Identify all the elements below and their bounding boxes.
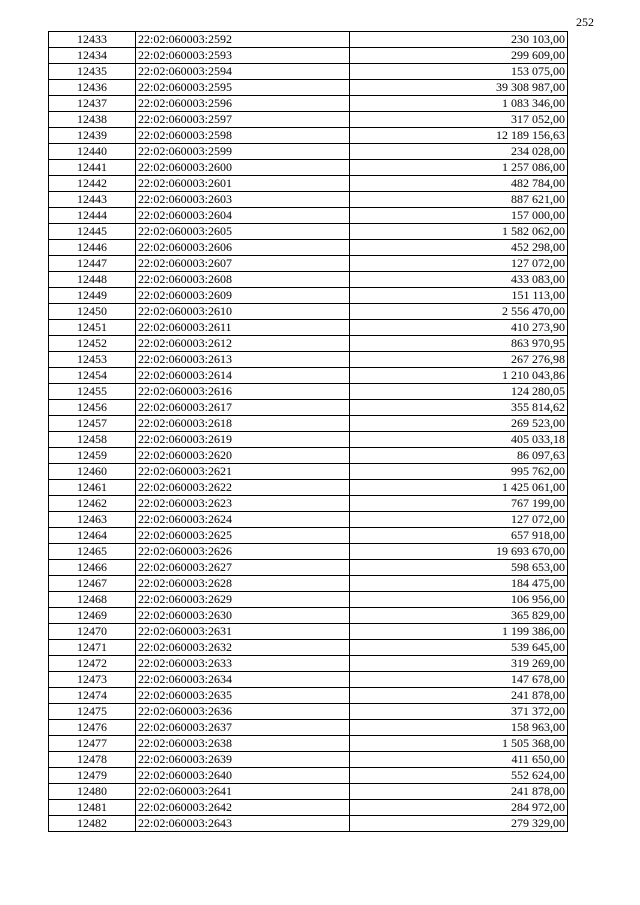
cadastral-number-cell: 22:02:060003:2597 <box>136 112 350 128</box>
table-row <box>49 32 568 48</box>
table-row <box>49 640 568 656</box>
row-number-cell: 12482 <box>49 816 136 832</box>
cadastral-value-cell: 106 956,00 <box>350 592 568 608</box>
cadastral-value-cell: 234 028,00 <box>350 144 568 160</box>
cadastral-value-cell: 241 878,00 <box>350 688 568 704</box>
cadastral-value-cell: 279 329,00 <box>350 816 568 832</box>
cadastral-value-cell: 355 814,62 <box>350 400 568 416</box>
table-row <box>49 224 568 240</box>
cadastral-number-cell: 22:02:060003:2621 <box>136 464 350 480</box>
cadastral-value-cell: 127 072,00 <box>350 256 568 272</box>
cadastral-value-cell: 657 918,00 <box>350 528 568 544</box>
table-row <box>49 736 568 752</box>
cadastral-number-cell: 22:02:060003:2626 <box>136 544 350 560</box>
table-row <box>49 464 568 480</box>
row-number-cell: 12471 <box>49 640 136 656</box>
cadastral-number-cell: 22:02:060003:2629 <box>136 592 350 608</box>
row-number-cell: 12464 <box>49 528 136 544</box>
cadastral-number-cell: 22:02:060003:2636 <box>136 704 350 720</box>
cadastral-value-cell: 284 972,00 <box>350 800 568 816</box>
cadastral-value-cell: 158 963,00 <box>350 720 568 736</box>
table-row <box>49 128 568 144</box>
cadastral-number-cell: 22:02:060003:2624 <box>136 512 350 528</box>
cadastral-number-cell: 22:02:060003:2641 <box>136 784 350 800</box>
cadastral-value-cell: 1 083 346,00 <box>350 96 568 112</box>
cadastral-number-cell: 22:02:060003:2595 <box>136 80 350 96</box>
cadastral-number-cell: 22:02:060003:2639 <box>136 752 350 768</box>
table-row <box>49 240 568 256</box>
cadastral-number-cell: 22:02:060003:2614 <box>136 368 350 384</box>
table-row <box>49 528 568 544</box>
row-number-cell: 12472 <box>49 656 136 672</box>
cadastral-value-cell: 598 653,00 <box>350 560 568 576</box>
table-row <box>49 704 568 720</box>
cadastral-value-cell: 317 052,00 <box>350 112 568 128</box>
table-row <box>49 160 568 176</box>
cadastral-value-cell: 1 505 368,00 <box>350 736 568 752</box>
table-row <box>49 560 568 576</box>
table-row <box>49 816 568 832</box>
cadastral-value-cell: 371 372,00 <box>350 704 568 720</box>
row-number-cell: 12458 <box>49 432 136 448</box>
table-row <box>49 800 568 816</box>
table-row <box>49 784 568 800</box>
cadastral-number-cell: 22:02:060003:2640 <box>136 768 350 784</box>
row-number-cell: 12467 <box>49 576 136 592</box>
table-row <box>49 576 568 592</box>
cadastral-value-cell: 157 000,00 <box>350 208 568 224</box>
cadastral-number-cell: 22:02:060003:2625 <box>136 528 350 544</box>
table-row <box>49 608 568 624</box>
cadastral-value-cell: 1 199 386,00 <box>350 624 568 640</box>
table-row <box>49 112 568 128</box>
cadastral-value-cell: 1 210 043,86 <box>350 368 568 384</box>
row-number-cell: 12469 <box>49 608 136 624</box>
table-row <box>49 368 568 384</box>
row-number-cell: 12449 <box>49 288 136 304</box>
table-row <box>49 768 568 784</box>
cadastral-number-cell: 22:02:060003:2607 <box>136 256 350 272</box>
row-number-cell: 12475 <box>49 704 136 720</box>
table-row <box>49 384 568 400</box>
table-row <box>49 256 568 272</box>
cadastral-number-cell: 22:02:060003:2594 <box>136 64 350 80</box>
table-row <box>49 544 568 560</box>
cadastral-number-cell: 22:02:060003:2628 <box>136 576 350 592</box>
table-row <box>49 64 568 80</box>
cadastral-value-cell: 127 072,00 <box>350 512 568 528</box>
table-row <box>49 208 568 224</box>
cadastral-value-cell: 184 475,00 <box>350 576 568 592</box>
row-number-cell: 12442 <box>49 176 136 192</box>
table-row <box>49 432 568 448</box>
cadastral-value-cell: 230 103,00 <box>350 32 568 48</box>
row-number-cell: 12462 <box>49 496 136 512</box>
table-row <box>49 720 568 736</box>
row-number-cell: 12445 <box>49 224 136 240</box>
table-row <box>49 688 568 704</box>
row-number-cell: 12468 <box>49 592 136 608</box>
row-number-cell: 12436 <box>49 80 136 96</box>
cadastral-number-cell: 22:02:060003:2598 <box>136 128 350 144</box>
row-number-cell: 12453 <box>49 352 136 368</box>
table-row <box>49 656 568 672</box>
cadastral-number-cell: 22:02:060003:2631 <box>136 624 350 640</box>
table-row <box>49 448 568 464</box>
cadastral-value-cell: 887 621,00 <box>350 192 568 208</box>
row-number-cell: 12478 <box>49 752 136 768</box>
cadastral-number-cell: 22:02:060003:2611 <box>136 320 350 336</box>
cadastral-value-cell: 269 523,00 <box>350 416 568 432</box>
cadastral-value-cell: 267 276,98 <box>350 352 568 368</box>
table-row <box>49 192 568 208</box>
row-number-cell: 12455 <box>49 384 136 400</box>
cadastral-number-cell: 22:02:060003:2609 <box>136 288 350 304</box>
row-number-cell: 12463 <box>49 512 136 528</box>
table-row <box>49 672 568 688</box>
cadastral-value-cell: 86 097,63 <box>350 448 568 464</box>
cadastral-number-cell: 22:02:060003:2622 <box>136 480 350 496</box>
row-number-cell: 12481 <box>49 800 136 816</box>
cadastral-value-cell: 405 033,18 <box>350 432 568 448</box>
row-number-cell: 12470 <box>49 624 136 640</box>
cadastral-number-cell: 22:02:060003:2603 <box>136 192 350 208</box>
cadastral-value-cell: 1 425 061,00 <box>350 480 568 496</box>
cadastral-number-cell: 22:02:060003:2605 <box>136 224 350 240</box>
cadastral-value-cell: 2 556 470,00 <box>350 304 568 320</box>
table-row <box>49 752 568 768</box>
cadastral-value-cell: 299 609,00 <box>350 48 568 64</box>
cadastral-value-table <box>48 31 568 832</box>
cadastral-number-cell: 22:02:060003:2637 <box>136 720 350 736</box>
cadastral-number-cell: 22:02:060003:2620 <box>136 448 350 464</box>
row-number-cell: 12479 <box>49 768 136 784</box>
cadastral-number-cell: 22:02:060003:2593 <box>136 48 350 64</box>
cadastral-value-cell: 452 298,00 <box>350 240 568 256</box>
table-row <box>49 512 568 528</box>
cadastral-number-cell: 22:02:060003:2623 <box>136 496 350 512</box>
row-number-cell: 12451 <box>49 320 136 336</box>
row-number-cell: 12459 <box>49 448 136 464</box>
row-number-cell: 12457 <box>49 416 136 432</box>
row-number-cell: 12452 <box>49 336 136 352</box>
cadastral-value-cell: 241 878,00 <box>350 784 568 800</box>
cadastral-value-cell: 147 678,00 <box>350 672 568 688</box>
cadastral-value-cell: 767 199,00 <box>350 496 568 512</box>
table-row <box>49 144 568 160</box>
row-number-cell: 12473 <box>49 672 136 688</box>
row-number-cell: 12456 <box>49 400 136 416</box>
row-number-cell: 12446 <box>49 240 136 256</box>
table-row <box>49 48 568 64</box>
cadastral-number-cell: 22:02:060003:2635 <box>136 688 350 704</box>
cadastral-number-cell: 22:02:060003:2613 <box>136 352 350 368</box>
table-row <box>49 304 568 320</box>
cadastral-number-cell: 22:02:060003:2627 <box>136 560 350 576</box>
row-number-cell: 12438 <box>49 112 136 128</box>
cadastral-number-cell: 22:02:060003:2619 <box>136 432 350 448</box>
cadastral-number-cell: 22:02:060003:2638 <box>136 736 350 752</box>
cadastral-value-cell: 124 280,05 <box>350 384 568 400</box>
row-number-cell: 12443 <box>49 192 136 208</box>
cadastral-value-cell: 539 645,00 <box>350 640 568 656</box>
table-row <box>49 176 568 192</box>
cadastral-number-cell: 22:02:060003:2596 <box>136 96 350 112</box>
cadastral-value-cell: 552 624,00 <box>350 768 568 784</box>
row-number-cell: 12447 <box>49 256 136 272</box>
row-number-cell: 12476 <box>49 720 136 736</box>
row-number-cell: 12474 <box>49 688 136 704</box>
row-number-cell: 12444 <box>49 208 136 224</box>
cadastral-number-cell: 22:02:060003:2610 <box>136 304 350 320</box>
table-row <box>49 624 568 640</box>
row-number-cell: 12441 <box>49 160 136 176</box>
row-number-cell: 12477 <box>49 736 136 752</box>
table-body <box>49 32 568 832</box>
row-number-cell: 12434 <box>49 48 136 64</box>
cadastral-number-cell: 22:02:060003:2604 <box>136 208 350 224</box>
cadastral-number-cell: 22:02:060003:2601 <box>136 176 350 192</box>
cadastral-number-cell: 22:02:060003:2634 <box>136 672 350 688</box>
cadastral-value-cell: 482 784,00 <box>350 176 568 192</box>
row-number-cell: 12460 <box>49 464 136 480</box>
cadastral-number-cell: 22:02:060003:2606 <box>136 240 350 256</box>
cadastral-value-cell: 39 308 987,00 <box>350 80 568 96</box>
cadastral-value-cell: 995 762,00 <box>350 464 568 480</box>
cadastral-value-cell: 12 189 156,63 <box>350 128 568 144</box>
cadastral-value-cell: 319 269,00 <box>350 656 568 672</box>
table-row <box>49 592 568 608</box>
cadastral-value-cell: 365 829,00 <box>350 608 568 624</box>
table-row <box>49 400 568 416</box>
cadastral-value-cell: 1 257 086,00 <box>350 160 568 176</box>
cadastral-value-cell: 863 970,95 <box>350 336 568 352</box>
cadastral-number-cell: 22:02:060003:2642 <box>136 800 350 816</box>
cadastral-number-cell: 22:02:060003:2630 <box>136 608 350 624</box>
row-number-cell: 12437 <box>49 96 136 112</box>
table-row <box>49 352 568 368</box>
table-row <box>49 96 568 112</box>
row-number-cell: 12465 <box>49 544 136 560</box>
row-number-cell: 12448 <box>49 272 136 288</box>
row-number-cell: 12480 <box>49 784 136 800</box>
row-number-cell: 12461 <box>49 480 136 496</box>
table-row <box>49 496 568 512</box>
row-number-cell: 12450 <box>49 304 136 320</box>
row-number-cell: 12440 <box>49 144 136 160</box>
row-number-cell: 12433 <box>49 32 136 48</box>
cadastral-value-cell: 411 650,00 <box>350 752 568 768</box>
cadastral-number-cell: 22:02:060003:2608 <box>136 272 350 288</box>
table-row <box>49 320 568 336</box>
cadastral-number-cell: 22:02:060003:2600 <box>136 160 350 176</box>
cadastral-value-cell: 433 083,00 <box>350 272 568 288</box>
table-row <box>49 80 568 96</box>
cadastral-number-cell: 22:02:060003:2617 <box>136 400 350 416</box>
cadastral-number-cell: 22:02:060003:2633 <box>136 656 350 672</box>
cadastral-number-cell: 22:02:060003:2643 <box>136 816 350 832</box>
cadastral-number-cell: 22:02:060003:2632 <box>136 640 350 656</box>
row-number-cell: 12466 <box>49 560 136 576</box>
page-number: 252 <box>576 15 594 29</box>
cadastral-number-cell: 22:02:060003:2592 <box>136 32 350 48</box>
cadastral-value-cell: 410 273,90 <box>350 320 568 336</box>
table-row <box>49 336 568 352</box>
row-number-cell: 12439 <box>49 128 136 144</box>
row-number-cell: 12454 <box>49 368 136 384</box>
cadastral-value-cell: 1 582 062,00 <box>350 224 568 240</box>
cadastral-number-cell: 22:02:060003:2618 <box>136 416 350 432</box>
table-row <box>49 272 568 288</box>
cadastral-number-cell: 22:02:060003:2612 <box>136 336 350 352</box>
row-number-cell: 12435 <box>49 64 136 80</box>
table-row <box>49 480 568 496</box>
cadastral-number-cell: 22:02:060003:2616 <box>136 384 350 400</box>
cadastral-value-cell: 153 075,00 <box>350 64 568 80</box>
table-row <box>49 288 568 304</box>
cadastral-number-cell: 22:02:060003:2599 <box>136 144 350 160</box>
cadastral-value-cell: 151 113,00 <box>350 288 568 304</box>
cadastral-value-cell: 19 693 670,00 <box>350 544 568 560</box>
table-row <box>49 416 568 432</box>
